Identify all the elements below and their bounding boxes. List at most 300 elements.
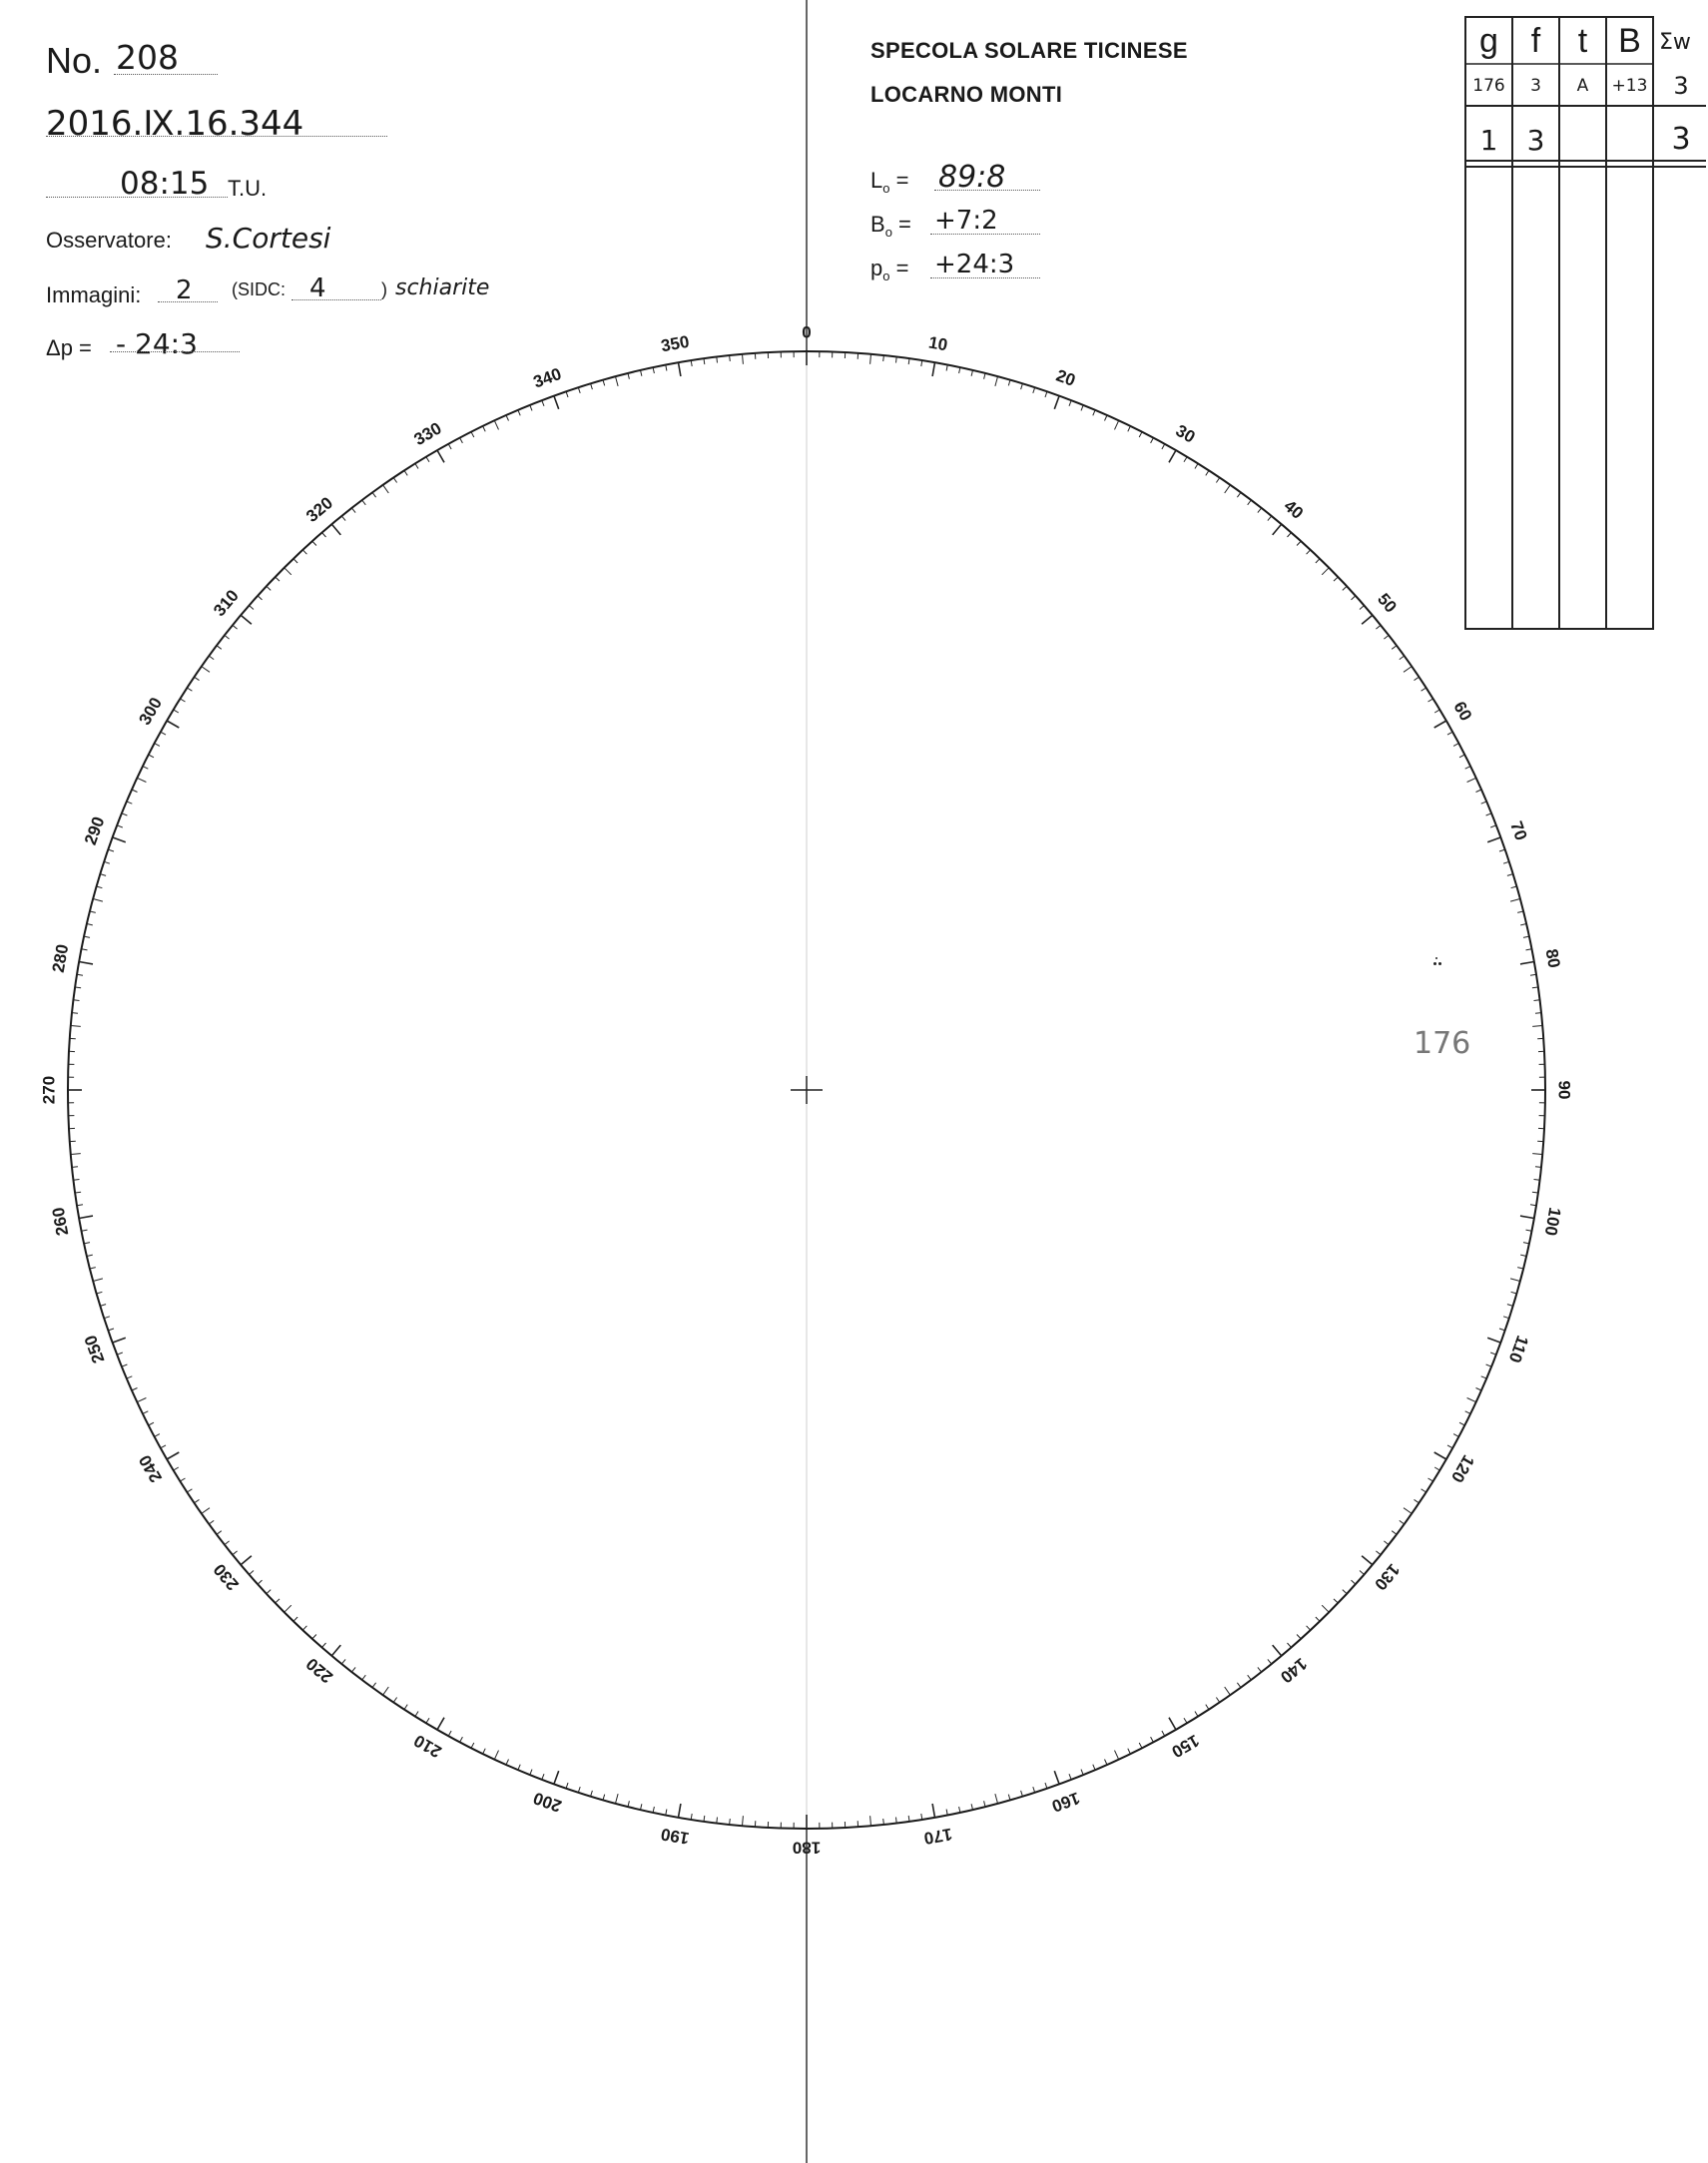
tick-234 xyxy=(209,1520,214,1524)
tick-195 xyxy=(616,1794,619,1804)
tick-168 xyxy=(959,1807,960,1813)
tick-284 xyxy=(90,911,96,912)
tick-145 xyxy=(1225,1687,1231,1695)
tick-310 xyxy=(241,615,252,624)
tick-286 xyxy=(97,886,103,888)
degree-label-200: 200 xyxy=(530,1788,564,1817)
tick-134 xyxy=(1334,1599,1338,1603)
delta-p-label: Δp = xyxy=(46,335,92,360)
tick-14 xyxy=(984,373,985,379)
b0-value: +7:2 xyxy=(934,206,998,236)
tick-118 xyxy=(1453,1434,1458,1437)
tick-299 xyxy=(161,732,166,735)
tick-45 xyxy=(1322,568,1329,575)
degree-label-50: 50 xyxy=(1374,589,1401,617)
tick-320 xyxy=(331,524,340,535)
degree-label-40: 40 xyxy=(1280,496,1308,523)
l0-value: 89:8 xyxy=(938,160,1006,195)
tick-115 xyxy=(1467,1398,1476,1402)
tick-100 xyxy=(1520,1216,1534,1218)
degree-label-10: 10 xyxy=(926,332,949,355)
tick-28 xyxy=(1151,438,1154,443)
degree-label-60: 60 xyxy=(1449,698,1476,725)
tick-47 xyxy=(1343,586,1347,590)
tick-229 xyxy=(250,1571,255,1575)
degree-label-320: 320 xyxy=(302,493,337,526)
tick-288 xyxy=(104,861,110,863)
time-unit: T.U. xyxy=(228,176,268,201)
tick-191 xyxy=(666,1810,667,1816)
degree-label-160: 160 xyxy=(1049,1788,1083,1817)
tick-26 xyxy=(1128,426,1131,431)
tick-223 xyxy=(302,1626,306,1630)
tick-264 xyxy=(72,1167,78,1168)
tick-287 xyxy=(100,874,106,876)
row1-g: 176 xyxy=(1472,76,1505,96)
tick-254 xyxy=(97,1292,103,1294)
tick-258 xyxy=(84,1243,90,1244)
tick-120 xyxy=(1434,1452,1446,1459)
tick-110 xyxy=(1487,1338,1500,1343)
tick-227 xyxy=(267,1590,271,1594)
tick-212 xyxy=(415,1712,418,1717)
tick-128 xyxy=(1384,1541,1389,1545)
tick-173 xyxy=(896,1818,897,1824)
tick-17 xyxy=(1021,383,1023,389)
tick-238 xyxy=(180,1478,185,1481)
tick-30 xyxy=(1169,450,1176,462)
tick-219 xyxy=(341,1659,345,1664)
tick-232 xyxy=(225,1541,230,1545)
delta-p-value: - 24:3 xyxy=(116,327,198,360)
tick-202 xyxy=(530,1770,532,1776)
tick-315 xyxy=(285,568,291,575)
tick-51 xyxy=(1376,625,1381,629)
tick-334 xyxy=(483,426,486,431)
degree-label-240: 240 xyxy=(135,1451,167,1486)
tick-113 xyxy=(1481,1376,1487,1378)
tick-39 xyxy=(1268,516,1272,521)
tick-143 xyxy=(1248,1675,1252,1680)
tick-329 xyxy=(426,457,429,462)
tick-58 xyxy=(1428,699,1433,702)
tick-336 xyxy=(506,415,509,421)
tick-108 xyxy=(1503,1317,1509,1319)
tick-83 xyxy=(1534,1000,1540,1001)
tick-201 xyxy=(542,1774,544,1780)
tick-131 xyxy=(1360,1571,1365,1575)
tick-308 xyxy=(225,635,230,639)
tick-170 xyxy=(932,1804,934,1818)
tick-283 xyxy=(87,924,93,925)
tick-289 xyxy=(108,849,114,851)
degree-label-140: 140 xyxy=(1276,1654,1311,1687)
tick-233 xyxy=(217,1531,222,1535)
tick-129 xyxy=(1376,1551,1381,1555)
degree-label-70: 70 xyxy=(1506,818,1531,843)
tick-186 xyxy=(730,1819,731,1825)
time-value: 08:15 xyxy=(120,166,210,202)
tick-167 xyxy=(971,1804,972,1810)
degree-label-0: 0 xyxy=(802,322,812,342)
date-value: 2016.Ⅸ.16.344 xyxy=(46,104,304,144)
tick-198 xyxy=(578,1787,580,1793)
tick-48 xyxy=(1352,596,1356,600)
row1-b: +13 xyxy=(1611,76,1648,96)
total-spots: 3 xyxy=(1526,124,1545,157)
tick-321 xyxy=(341,516,345,521)
tick-242 xyxy=(155,1434,160,1437)
tick-175 xyxy=(870,1816,871,1826)
tick-165 xyxy=(995,1794,998,1804)
degree-label-260: 260 xyxy=(48,1206,73,1238)
tick-326 xyxy=(393,478,396,483)
tick-152 xyxy=(1151,1737,1154,1742)
tick-137 xyxy=(1307,1626,1311,1630)
tick-31 xyxy=(1184,457,1187,462)
tick-205 xyxy=(494,1751,498,1760)
tick-125 xyxy=(1404,1508,1412,1514)
tick-207 xyxy=(471,1743,474,1748)
tick-104 xyxy=(1517,1268,1523,1269)
tick-119 xyxy=(1447,1445,1452,1448)
tick-159 xyxy=(1069,1774,1071,1780)
tick-206 xyxy=(483,1749,486,1754)
tick-122 xyxy=(1428,1478,1433,1481)
tick-59 xyxy=(1434,710,1439,713)
tick-298 xyxy=(155,744,160,747)
tick-322 xyxy=(351,508,355,513)
tick-5 xyxy=(870,354,871,364)
degree-label-230: 230 xyxy=(210,1559,243,1594)
tick-147 xyxy=(1206,1705,1209,1710)
tick-127 xyxy=(1392,1531,1397,1535)
col-header-spots: f xyxy=(1530,22,1541,60)
tick-330 xyxy=(437,450,444,462)
tick-60 xyxy=(1434,721,1446,728)
tick-16 xyxy=(1008,380,1010,386)
degree-label-190: 190 xyxy=(659,1824,691,1849)
tick-204 xyxy=(506,1760,509,1766)
tick-75 xyxy=(1510,899,1520,902)
tick-64 xyxy=(1465,767,1470,770)
tick-123 xyxy=(1422,1489,1426,1492)
sidc-close: ) xyxy=(381,279,387,299)
tick-25 xyxy=(1115,420,1119,429)
tick-57 xyxy=(1422,688,1426,691)
tick-33 xyxy=(1206,470,1209,475)
tick-199 xyxy=(566,1783,568,1789)
tick-61 xyxy=(1447,732,1452,735)
tick-323 xyxy=(362,500,366,505)
sidc-label: (SIDC: xyxy=(232,279,285,299)
tick-36 xyxy=(1237,492,1241,497)
col-header-groups: g xyxy=(1479,22,1498,60)
tick-95 xyxy=(1532,1154,1542,1155)
tick-260 xyxy=(79,1216,93,1218)
tick-216 xyxy=(372,1683,376,1688)
tick-185 xyxy=(743,1816,744,1826)
tick-111 xyxy=(1490,1352,1496,1354)
tick-107 xyxy=(1507,1305,1513,1307)
tick-96 xyxy=(1535,1167,1541,1168)
tick-217 xyxy=(362,1675,366,1680)
tick-319 xyxy=(322,533,326,538)
tick-355 xyxy=(743,354,744,364)
tick-341 xyxy=(566,391,568,397)
tick-311 xyxy=(250,606,255,610)
tick-135 xyxy=(1322,1605,1329,1612)
tick-29 xyxy=(1162,444,1165,449)
tick-38 xyxy=(1258,508,1262,513)
tick-344 xyxy=(603,380,605,386)
tick-277 xyxy=(74,1000,80,1001)
tick-84 xyxy=(1535,1013,1541,1014)
tick-66 xyxy=(1476,790,1482,793)
tick-237 xyxy=(187,1489,192,1492)
tick-247 xyxy=(127,1376,133,1378)
tick-43 xyxy=(1307,550,1311,554)
tick-293 xyxy=(127,802,133,804)
tick-174 xyxy=(883,1819,884,1825)
tick-249 xyxy=(117,1352,123,1354)
tick-141 xyxy=(1268,1659,1272,1664)
tick-97 xyxy=(1534,1180,1540,1181)
tick-154 xyxy=(1128,1749,1131,1754)
tick-345 xyxy=(616,376,619,386)
tick-56 xyxy=(1415,677,1420,680)
tick-52 xyxy=(1384,635,1389,639)
tick-53 xyxy=(1392,646,1397,650)
tick-112 xyxy=(1486,1364,1492,1366)
tick-302 xyxy=(180,699,185,702)
tick-40 xyxy=(1273,524,1282,535)
degree-label-90: 90 xyxy=(1554,1080,1574,1100)
tick-54 xyxy=(1400,656,1405,660)
tick-124 xyxy=(1415,1499,1420,1502)
tick-239 xyxy=(174,1467,179,1470)
tick-228 xyxy=(258,1580,262,1584)
tick-314 xyxy=(276,577,280,581)
tick-246 xyxy=(132,1388,138,1391)
tick-342 xyxy=(578,387,580,393)
col-header-latitude: B xyxy=(1618,22,1641,60)
tick-218 xyxy=(351,1667,355,1672)
tick-142 xyxy=(1258,1667,1262,1672)
tick-121 xyxy=(1434,1467,1439,1470)
tick-307 xyxy=(217,646,222,650)
degree-label-330: 330 xyxy=(410,418,445,450)
tick-162 xyxy=(1033,1787,1035,1793)
tick-255 xyxy=(93,1279,103,1282)
degree-label-20: 20 xyxy=(1053,365,1078,390)
tick-200 xyxy=(554,1771,559,1784)
tick-305 xyxy=(202,667,210,673)
tick-102 xyxy=(1523,1243,1529,1244)
tick-235 xyxy=(202,1508,210,1514)
degree-label-270: 270 xyxy=(39,1075,59,1105)
row1-w: 3 xyxy=(1673,72,1689,100)
tick-328 xyxy=(415,463,418,468)
tick-76 xyxy=(1517,911,1523,912)
tick-290 xyxy=(113,837,126,842)
tick-20 xyxy=(1054,396,1059,409)
tick-312 xyxy=(258,596,262,600)
tick-348 xyxy=(653,367,654,373)
tick-166 xyxy=(984,1801,985,1807)
tick-318 xyxy=(312,541,316,545)
tick-349 xyxy=(666,365,667,371)
tick-294 xyxy=(132,790,138,793)
tick-240 xyxy=(167,1452,179,1459)
tick-265 xyxy=(71,1154,81,1155)
tick-309 xyxy=(233,625,238,629)
tick-27 xyxy=(1139,432,1142,437)
tick-256 xyxy=(90,1268,96,1269)
degree-label-150: 150 xyxy=(1168,1730,1203,1762)
tick-275 xyxy=(71,1026,81,1027)
tick-77 xyxy=(1520,924,1526,925)
tick-231 xyxy=(233,1551,238,1555)
tick-333 xyxy=(471,432,474,437)
tick-301 xyxy=(174,710,179,713)
tick-41 xyxy=(1288,533,1292,538)
tick-251 xyxy=(108,1329,114,1331)
degree-label-290: 290 xyxy=(80,813,109,847)
tick-11 xyxy=(946,365,947,371)
tick-133 xyxy=(1343,1590,1347,1594)
tick-68 xyxy=(1486,813,1492,815)
tick-215 xyxy=(383,1687,389,1695)
tick-70 xyxy=(1487,837,1500,842)
tick-138 xyxy=(1297,1635,1301,1639)
tick-282 xyxy=(84,936,90,937)
tick-150 xyxy=(1169,1718,1176,1730)
tick-257 xyxy=(87,1255,93,1256)
tick-73 xyxy=(1507,874,1513,876)
tick-213 xyxy=(404,1705,407,1710)
tick-250 xyxy=(113,1338,126,1343)
tick-303 xyxy=(187,688,192,691)
tick-109 xyxy=(1499,1329,1505,1331)
tick-346 xyxy=(628,373,629,379)
tick-146 xyxy=(1216,1698,1219,1703)
tick-209 xyxy=(448,1731,451,1736)
tick-139 xyxy=(1288,1643,1292,1648)
tick-50 xyxy=(1362,615,1373,624)
l0-label: $L_o$ = xyxy=(870,168,909,196)
tick-156 xyxy=(1105,1760,1108,1766)
tick-243 xyxy=(149,1422,154,1425)
tick-338 xyxy=(530,405,532,411)
tick-130 xyxy=(1362,1556,1373,1565)
degree-label-110: 110 xyxy=(1504,1333,1532,1365)
tick-332 xyxy=(460,438,463,443)
degree-label-250: 250 xyxy=(80,1333,109,1366)
tick-211 xyxy=(426,1718,429,1723)
tick-19 xyxy=(1045,391,1047,397)
tick-194 xyxy=(628,1801,629,1807)
tick-126 xyxy=(1400,1520,1405,1524)
conditions-note: schiarite xyxy=(395,275,490,300)
tick-317 xyxy=(302,550,306,554)
observer-label: Osservatore: xyxy=(46,228,172,253)
tick-193 xyxy=(641,1804,642,1810)
tick-225 xyxy=(285,1605,291,1612)
tick-214 xyxy=(393,1698,396,1703)
tick-163 xyxy=(1021,1791,1023,1797)
tick-316 xyxy=(293,559,297,563)
tick-192 xyxy=(653,1807,654,1813)
sunspot-group-label: 176 xyxy=(1414,1026,1471,1061)
tick-10 xyxy=(932,362,934,376)
tick-208 xyxy=(460,1737,463,1742)
tick-339 xyxy=(542,400,544,406)
degree-label-30: 30 xyxy=(1172,420,1199,447)
tick-197 xyxy=(591,1791,593,1797)
tick-46 xyxy=(1334,577,1338,581)
tick-354 xyxy=(730,355,731,361)
tick-263 xyxy=(74,1180,80,1181)
tick-285 xyxy=(93,899,103,902)
number-label: No. xyxy=(46,40,103,81)
tick-220 xyxy=(331,1645,340,1656)
row1-t: A xyxy=(1576,76,1589,96)
tick-343 xyxy=(591,383,593,389)
tick-224 xyxy=(293,1617,297,1621)
tick-140 xyxy=(1273,1645,1282,1656)
tick-136 xyxy=(1316,1617,1320,1621)
tick-236 xyxy=(195,1499,200,1502)
tick-22 xyxy=(1081,405,1083,411)
tick-144 xyxy=(1237,1683,1241,1688)
tick-276 xyxy=(72,1013,78,1014)
tick-71 xyxy=(1499,849,1505,851)
tick-253 xyxy=(100,1305,106,1307)
tick-103 xyxy=(1520,1255,1526,1256)
degree-label-340: 340 xyxy=(530,363,564,392)
tick-340 xyxy=(554,396,559,409)
tick-116 xyxy=(1465,1411,1470,1414)
tick-80 xyxy=(1520,962,1534,964)
tick-350 xyxy=(679,362,681,376)
tick-69 xyxy=(1490,825,1496,827)
summary-table xyxy=(1463,16,1706,630)
total-groups: 1 xyxy=(1479,124,1498,157)
b0-label: $B_o$ = xyxy=(870,212,911,240)
tick-18 xyxy=(1033,387,1035,393)
total-w: 3 xyxy=(1671,122,1691,157)
sidc-value: 4 xyxy=(309,273,326,303)
tick-327 xyxy=(404,470,407,475)
degree-label-350: 350 xyxy=(659,331,691,356)
images-label: Immagini: xyxy=(46,282,142,307)
tick-23 xyxy=(1093,410,1095,416)
tick-324 xyxy=(372,492,376,497)
tick-300 xyxy=(167,721,179,728)
tick-149 xyxy=(1184,1718,1187,1723)
tick-161 xyxy=(1045,1783,1047,1789)
tick-44 xyxy=(1316,559,1320,563)
tick-106 xyxy=(1511,1292,1517,1294)
tick-291 xyxy=(117,825,123,827)
tick-114 xyxy=(1476,1388,1482,1391)
observer-value: S.Cortesi xyxy=(206,222,331,255)
tick-160 xyxy=(1054,1771,1059,1784)
tick-34 xyxy=(1216,478,1219,483)
tick-304 xyxy=(195,677,200,680)
tick-281 xyxy=(82,949,88,950)
